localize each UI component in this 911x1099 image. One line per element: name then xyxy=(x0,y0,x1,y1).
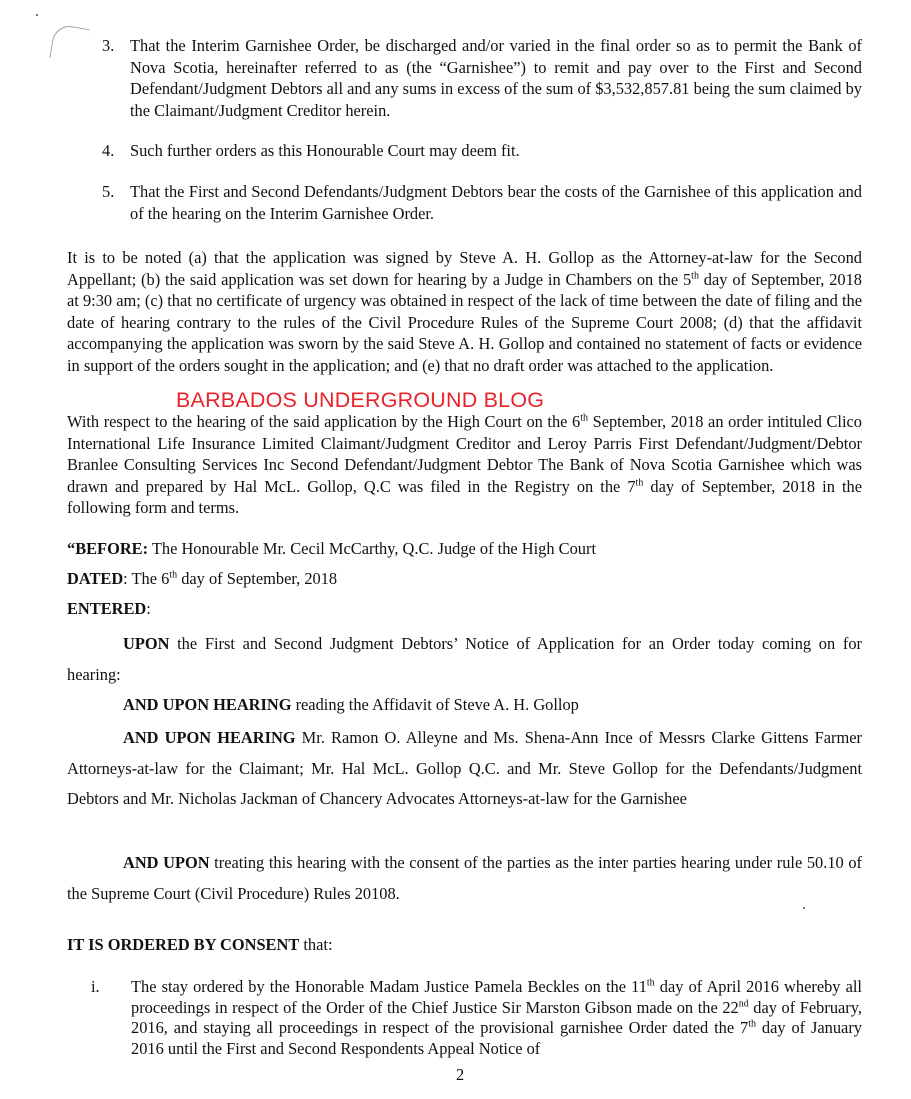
order-item-text-part: day of April 2016 whereby all proceedings in respect of the Order of the Chief Justice Sir Marston Gibson made on the 22 xyxy=(131,977,862,1017)
treating-paragraph xyxy=(67,848,862,909)
order-entered-line xyxy=(67,598,151,619)
list-item-number: 3. xyxy=(102,36,115,55)
paragraph-text: With respect to the hearing of the said application by the High Court on the 6 xyxy=(67,412,581,431)
list-item-number: 5. xyxy=(102,182,115,201)
ordered-label: IT IS ORDERED BY CONSENT xyxy=(67,935,300,954)
entered-label: ENTERED xyxy=(67,599,147,618)
superscript: th xyxy=(169,569,178,581)
order-item-i xyxy=(91,977,862,1059)
ordered-tail: that: xyxy=(299,935,333,954)
superscript: th xyxy=(691,270,699,282)
list-item-number: 4. xyxy=(102,141,115,160)
upon-text: the First and Second Judgment Debtors’ Notice of Application for an Order today coming on for hearing: xyxy=(67,634,862,684)
page-number: 2 xyxy=(456,1065,465,1084)
list-item-text: Such further orders as this Honourable Court may deem fit. xyxy=(130,141,520,160)
upon-paragraph xyxy=(67,629,862,690)
paragraph-hearing xyxy=(67,411,862,519)
superscript: th xyxy=(748,1018,757,1030)
punch-hole-mark xyxy=(49,23,90,64)
paragraph-noted xyxy=(67,247,862,376)
before-label: “BEFORE: xyxy=(67,539,149,558)
paragraph-text: September, 2018 an order intituled Clico International Life Insurance Limited Claimant/Judgment Creditor and Leroy Parris First Defendant/Judgment/Debtor Branlee Consulting Services Inc Second Defendant/Judgment Debtor The Bank of Nova Scotia Garnishee which was drawn and prepared by Hal McL. Gollop, Q.C was filed in the Registry on the 7 xyxy=(67,412,862,496)
dated-text: day of September, 2018 xyxy=(177,569,338,588)
hearing-attorneys-paragraph xyxy=(67,723,862,815)
hearing-affidavit-paragraph xyxy=(67,690,862,721)
dated-text: : The 6 xyxy=(123,569,170,588)
order-item-text-part: The stay ordered by the Honorable Madam Justice Pamela Beckles on the 11 xyxy=(131,977,647,996)
list-item-4 xyxy=(102,140,862,162)
hearing-text: reading the Affidavit of Steve A. H. Gollop xyxy=(291,695,579,714)
list-item-3 xyxy=(102,35,862,121)
treating-text: treating this hearing with the consent of the parties as the inter parties hearing under rule 50.10 of the Supreme Court (Civil Procedure) Rules 20108. xyxy=(67,853,862,903)
scan-speck xyxy=(803,907,805,909)
ordered-heading xyxy=(67,934,333,955)
list-item-text: That the First and Second Defendants/Judgment Debtors bear the costs of the Garnishee of this application and of the hearing on the Interim Garnishee Order. xyxy=(130,182,862,223)
order-before-line xyxy=(67,538,596,559)
watermark: BARBADOS UNDERGROUND BLOG xyxy=(176,388,545,412)
order-item-text-part: day of January 2016 until the First and Second Respondents Appeal Notice of xyxy=(131,1018,862,1058)
dated-label: DATED xyxy=(67,569,124,588)
order-item-text-part: day of February, 2016, and staying all proceedings in respect of the provisional garnishee Order dated the 7 xyxy=(131,997,862,1037)
list-item-5 xyxy=(102,181,862,224)
list-item-text: That the Interim Garnishee Order, be discharged and/or varied in the final order so as to permit the Bank of Nova Scotia, hereinafter referred to as (the “Garnishee”) to remit and pay over to the First and Second Defendant/Judgment Debtors all and any sums in excess of the sum of $3,532,857.81 being the sum claimed by the Claimant/Judgment Creditor herein. xyxy=(130,36,862,120)
hearing-label: AND UPON HEARING xyxy=(123,695,292,714)
paragraph-text: day of September, 2018 in the following form and terms. xyxy=(67,476,862,517)
hearing-text: Mr. Ramon O. Alleyne and Ms. Shena-Ann Ince of Messrs Clarke Gittens Farmer Attorneys-at-law for the Claimant; Mr. Hal McL. Gollop Q.C. and Mr. Steve Gollop for the Defendants/Judgment Debtors and Mr. Nicholas Jackman of Chancery Advocates Attorneys-at-law for the Garnishee xyxy=(67,728,862,808)
paragraph-text: day of September, 2018 at 9:30 am; (c) that no certificate of urgency was obtained in respect of the lack of time between the date of filing and the date of hearing contrary to the rules of the Civil Procedure Rules of the Supreme Court 2008; (d) that the affidavit accompanying the application was sworn by the said Steve A. H. Gollop and contained no statement of facts or evidence in support of the orders sought in the application; and (e) that no draft order was attached to the application. xyxy=(67,269,863,375)
superscript: th xyxy=(635,477,644,489)
order-dated-line xyxy=(67,568,337,589)
superscript: th xyxy=(646,977,655,989)
superscript: th xyxy=(580,412,588,424)
upon-label: UPON xyxy=(123,634,170,653)
entered-colon: : xyxy=(146,599,151,618)
superscript: nd xyxy=(738,998,749,1010)
scan-speck xyxy=(36,14,38,16)
hearing-label: AND UPON HEARING xyxy=(123,728,296,747)
treating-label: AND UPON xyxy=(123,853,210,872)
order-item-text xyxy=(131,977,862,1059)
before-text: The Honourable Mr. Cecil McCarthy, Q.C. Judge of the High Court xyxy=(148,539,597,558)
order-item-number: i. xyxy=(91,977,100,996)
paragraph-text: It is to be noted (a) that the application was signed by Steve A. H. Gollop as the Attorney-at-law for the Second Appellant; (b) the said application was set down for hearing by a Judge in Chambers on the 5 xyxy=(67,248,862,289)
